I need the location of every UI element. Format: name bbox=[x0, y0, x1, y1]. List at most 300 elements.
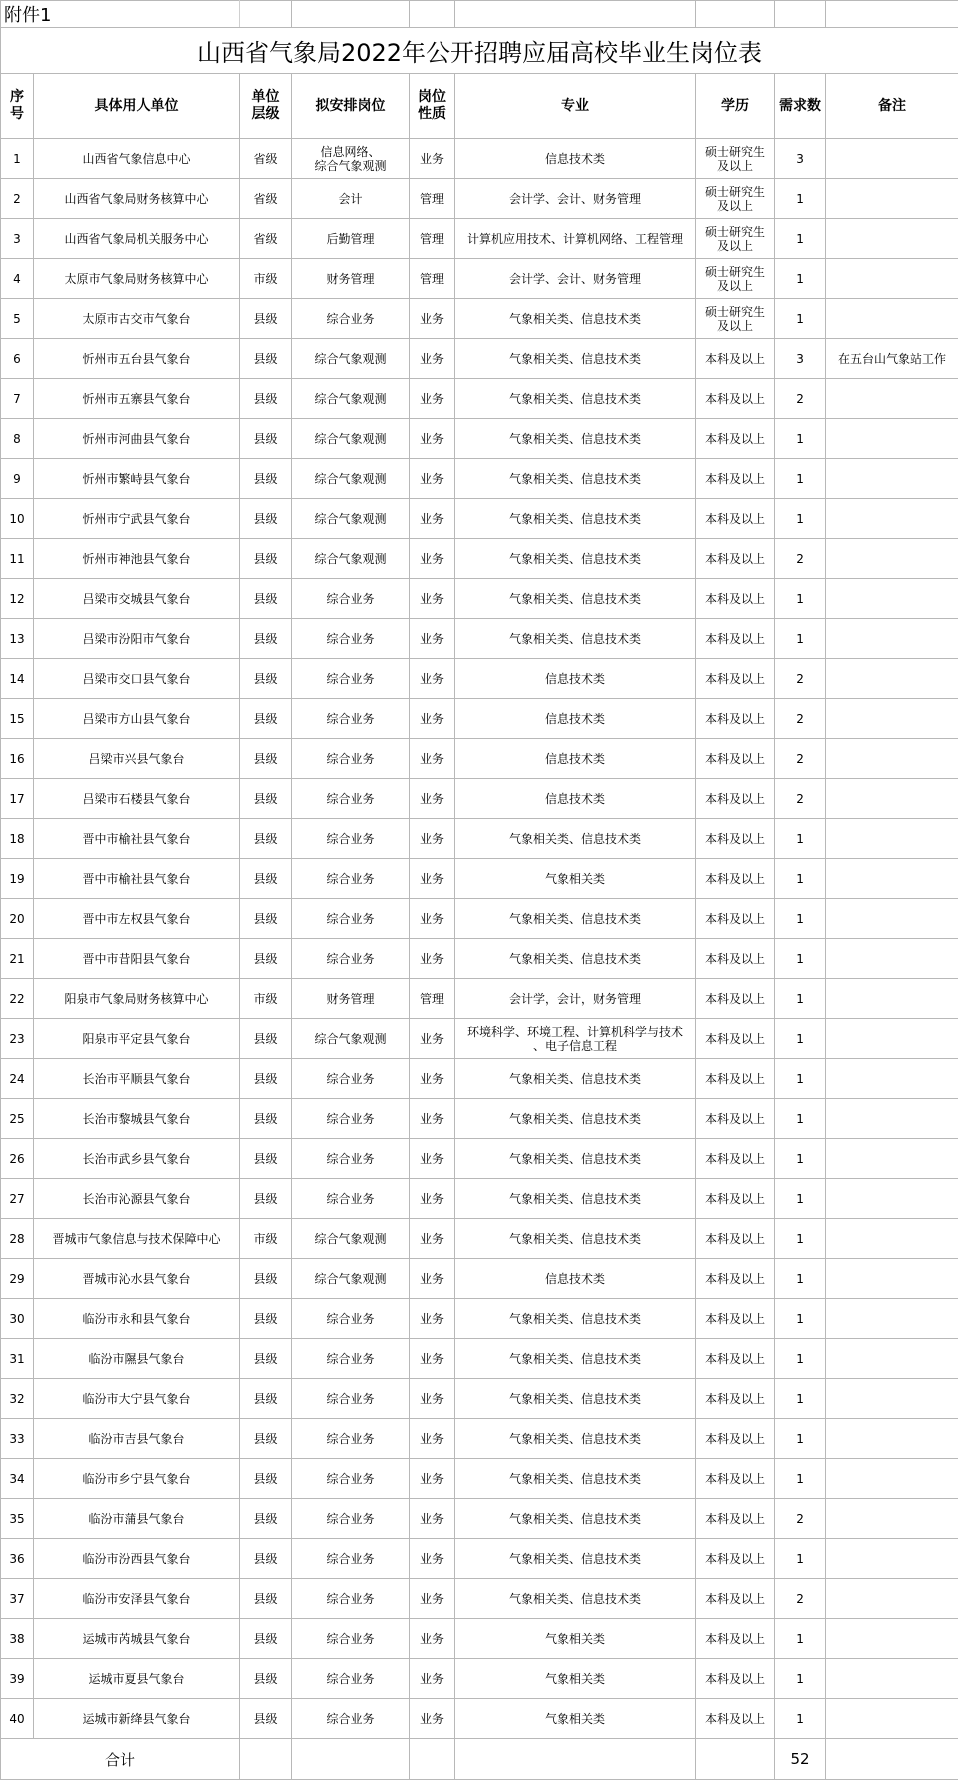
cell-demand: 1 bbox=[775, 1219, 826, 1259]
cell-nature: 业务 bbox=[410, 1499, 455, 1539]
cell-education: 本科及以上 bbox=[696, 1059, 775, 1099]
cell-demand: 1 bbox=[775, 619, 826, 659]
cell-major: 气象相关类、信息技术类 bbox=[455, 939, 696, 979]
table-row bbox=[1, 699, 958, 739]
cell-nature: 业务 bbox=[410, 1419, 455, 1459]
cell-position: 综合业务 bbox=[292, 1539, 410, 1579]
cell-unit: 吕梁市石楼县气象台 bbox=[34, 779, 240, 819]
table-row bbox=[1, 1139, 958, 1179]
cell-nature: 业务 bbox=[410, 1059, 455, 1099]
cell-position: 综合业务 bbox=[292, 1699, 410, 1739]
cell-position: 综合业务 bbox=[292, 939, 410, 979]
table-row bbox=[1, 1299, 958, 1339]
cell-unit: 临汾市永和县气象台 bbox=[34, 1299, 240, 1339]
cell-unit: 吕梁市交城县气象台 bbox=[34, 579, 240, 619]
cell-remark bbox=[826, 739, 958, 779]
cell-unit: 晋城市沁水县气象台 bbox=[34, 1259, 240, 1299]
table-row bbox=[1, 499, 958, 539]
cell-demand: 2 bbox=[775, 659, 826, 699]
cell-level: 县级 bbox=[240, 1259, 292, 1299]
cell-education: 本科及以上 bbox=[696, 1659, 775, 1699]
cell-demand: 1 bbox=[775, 299, 826, 339]
cell-unit: 运城市夏县气象台 bbox=[34, 1659, 240, 1699]
cell-demand: 2 bbox=[775, 379, 826, 419]
cell-position: 综合业务 bbox=[292, 779, 410, 819]
cell-position: 综合气象观测 bbox=[292, 459, 410, 499]
cell-unit: 吕梁市方山县气象台 bbox=[34, 699, 240, 739]
cell-position: 综合业务 bbox=[292, 1619, 410, 1659]
cell-nature: 业务 bbox=[410, 1379, 455, 1419]
cell-demand: 1 bbox=[775, 1379, 826, 1419]
cell-seq: 12 bbox=[1, 579, 34, 619]
cell-level: 县级 bbox=[240, 299, 292, 339]
cell-major: 计算机应用技术、计算机网络、工程管理 bbox=[455, 219, 696, 259]
cell-level: 县级 bbox=[240, 1699, 292, 1739]
table-row bbox=[1, 1419, 958, 1459]
cell-unit: 太原市气象局财务核算中心 bbox=[34, 259, 240, 299]
cell-remark: 在五台山气象站工作 bbox=[826, 339, 958, 379]
cell-education: 本科及以上 bbox=[696, 1579, 775, 1619]
cell-major: 气象相关类、信息技术类 bbox=[455, 459, 696, 499]
cell-level: 县级 bbox=[240, 499, 292, 539]
cell-level: 县级 bbox=[240, 1299, 292, 1339]
cell-demand: 1 bbox=[775, 219, 826, 259]
table-row bbox=[1, 739, 958, 779]
cell-major: 气象相关类 bbox=[455, 859, 696, 899]
cell-education: 本科及以上 bbox=[696, 1219, 775, 1259]
cell-demand: 2 bbox=[775, 739, 826, 779]
header-demand: 需求数 bbox=[775, 74, 826, 139]
attachment-label: 附件1 bbox=[1, 1, 240, 28]
cell-position: 综合业务 bbox=[292, 619, 410, 659]
cell-unit: 忻州市河曲县气象台 bbox=[34, 419, 240, 459]
cell-position: 后勤管理 bbox=[292, 219, 410, 259]
cell-level: 县级 bbox=[240, 859, 292, 899]
cell-seq: 23 bbox=[1, 1019, 34, 1059]
cell-demand: 3 bbox=[775, 139, 826, 179]
cell-demand: 1 bbox=[775, 1299, 826, 1339]
cell-demand: 1 bbox=[775, 859, 826, 899]
cell-position: 会计 bbox=[292, 179, 410, 219]
cell-nature: 业务 bbox=[410, 659, 455, 699]
cell-position: 综合业务 bbox=[292, 819, 410, 859]
cell-remark bbox=[826, 1459, 958, 1499]
table-row bbox=[1, 339, 958, 379]
cell-remark bbox=[826, 1099, 958, 1139]
cell-education: 本科及以上 bbox=[696, 579, 775, 619]
cell-major: 气象相关类、信息技术类 bbox=[455, 819, 696, 859]
table-row bbox=[1, 1099, 958, 1139]
cell-position: 综合业务 bbox=[292, 1379, 410, 1419]
cell-seq: 16 bbox=[1, 739, 34, 779]
cell-remark bbox=[826, 379, 958, 419]
cell-seq: 17 bbox=[1, 779, 34, 819]
cell-major: 气象相关类 bbox=[455, 1659, 696, 1699]
cell-remark bbox=[826, 179, 958, 219]
cell-nature: 业务 bbox=[410, 379, 455, 419]
table-row bbox=[1, 819, 958, 859]
cell-demand: 1 bbox=[775, 1459, 826, 1499]
header-major: 专业 bbox=[455, 74, 696, 139]
cell-remark bbox=[826, 499, 958, 539]
cell-unit: 山西省气象局机关服务中心 bbox=[34, 219, 240, 259]
table-row bbox=[1, 539, 958, 579]
cell-remark bbox=[826, 1699, 958, 1739]
table-row bbox=[1, 659, 958, 699]
cell-level: 县级 bbox=[240, 539, 292, 579]
cell-level: 县级 bbox=[240, 1019, 292, 1059]
cell-nature: 业务 bbox=[410, 1539, 455, 1579]
cell-seq: 27 bbox=[1, 1179, 34, 1219]
cell-position: 综合业务 bbox=[292, 299, 410, 339]
cell-level: 省级 bbox=[240, 219, 292, 259]
cell-seq: 37 bbox=[1, 1579, 34, 1619]
cell-education: 本科及以上 bbox=[696, 979, 775, 1019]
cell-education: 本科及以上 bbox=[696, 1299, 775, 1339]
cell-education: 本科及以上 bbox=[696, 1339, 775, 1379]
cell-remark bbox=[826, 1499, 958, 1539]
cell-demand: 1 bbox=[775, 179, 826, 219]
cell-seq: 6 bbox=[1, 339, 34, 379]
cell-major: 气象相关类、信息技术类 bbox=[455, 499, 696, 539]
cell-position: 综合业务 bbox=[292, 1299, 410, 1339]
table-row bbox=[1, 139, 958, 179]
cell-position: 综合业务 bbox=[292, 1339, 410, 1379]
cell-remark bbox=[826, 219, 958, 259]
cell-position: 综合业务 bbox=[292, 1099, 410, 1139]
cell-major: 气象相关类、信息技术类 bbox=[455, 1339, 696, 1379]
cell-education: 本科及以上 bbox=[696, 659, 775, 699]
cell-unit: 忻州市五台县气象台 bbox=[34, 339, 240, 379]
cell-major: 信息技术类 bbox=[455, 699, 696, 739]
cell-demand: 1 bbox=[775, 1619, 826, 1659]
cell-level: 县级 bbox=[240, 1619, 292, 1659]
cell-unit: 临汾市大宁县气象台 bbox=[34, 1379, 240, 1419]
cell-level: 县级 bbox=[240, 1059, 292, 1099]
cell-position: 综合业务 bbox=[292, 1419, 410, 1459]
header-row bbox=[1, 74, 958, 139]
cell-major: 会计学、会计、财务管理 bbox=[455, 259, 696, 299]
cell-major: 气象相关类、信息技术类 bbox=[455, 1379, 696, 1419]
cell-position: 综合气象观测 bbox=[292, 419, 410, 459]
cell-nature: 业务 bbox=[410, 1299, 455, 1339]
cell-seq: 21 bbox=[1, 939, 34, 979]
cell-position: 综合气象观测 bbox=[292, 1019, 410, 1059]
cell-education: 本科及以上 bbox=[696, 859, 775, 899]
cell-unit: 山西省气象信息中心 bbox=[34, 139, 240, 179]
cell-demand: 1 bbox=[775, 1259, 826, 1299]
cell-education: 硕士研究生 及以上 bbox=[696, 259, 775, 299]
cell-remark bbox=[826, 1659, 958, 1699]
cell-demand: 1 bbox=[775, 1179, 826, 1219]
cell-demand: 1 bbox=[775, 1419, 826, 1459]
cell-seq: 34 bbox=[1, 1459, 34, 1499]
cell-seq: 9 bbox=[1, 459, 34, 499]
cell-remark bbox=[826, 459, 958, 499]
cell-major: 气象相关类、信息技术类 bbox=[455, 1459, 696, 1499]
cell-education: 本科及以上 bbox=[696, 1179, 775, 1219]
cell-seq: 38 bbox=[1, 1619, 34, 1659]
page-title: 山西省气象局2022年公开招聘应届高校毕业生岗位表 bbox=[1, 28, 958, 74]
header-level: 单位 层级 bbox=[240, 74, 292, 139]
cell-seq: 28 bbox=[1, 1219, 34, 1259]
cell-education: 本科及以上 bbox=[696, 379, 775, 419]
cell-major: 气象相关类、信息技术类 bbox=[455, 1539, 696, 1579]
table-row bbox=[1, 1339, 958, 1379]
cell-level: 县级 bbox=[240, 379, 292, 419]
cell-major: 气象相关类、信息技术类 bbox=[455, 579, 696, 619]
cell-remark bbox=[826, 1339, 958, 1379]
cell-nature: 业务 bbox=[410, 619, 455, 659]
cell-nature: 业务 bbox=[410, 779, 455, 819]
table-row bbox=[1, 1259, 958, 1299]
cell-seq: 25 bbox=[1, 1099, 34, 1139]
cell-position: 综合业务 bbox=[292, 1059, 410, 1099]
cell-unit: 忻州市神池县气象台 bbox=[34, 539, 240, 579]
cell-level: 省级 bbox=[240, 139, 292, 179]
cell-seq: 3 bbox=[1, 219, 34, 259]
cell-remark bbox=[826, 619, 958, 659]
cell-nature: 业务 bbox=[410, 939, 455, 979]
cell-remark bbox=[826, 899, 958, 939]
cell-unit: 太原市古交市气象台 bbox=[34, 299, 240, 339]
cell-position: 综合业务 bbox=[292, 1179, 410, 1219]
cell-seq: 22 bbox=[1, 979, 34, 1019]
cell-level: 县级 bbox=[240, 1659, 292, 1699]
table-row bbox=[1, 419, 958, 459]
cell-level: 县级 bbox=[240, 1419, 292, 1459]
cell-seq: 20 bbox=[1, 899, 34, 939]
table-row bbox=[1, 1459, 958, 1499]
cell-nature: 业务 bbox=[410, 1459, 455, 1499]
cell-major: 气象相关类、信息技术类 bbox=[455, 1219, 696, 1259]
cell-level: 县级 bbox=[240, 459, 292, 499]
cell-seq: 18 bbox=[1, 819, 34, 859]
cell-major: 会计学，会计，财务管理 bbox=[455, 979, 696, 1019]
cell-demand: 2 bbox=[775, 1579, 826, 1619]
cell-remark bbox=[826, 1139, 958, 1179]
header-remark: 备注 bbox=[826, 74, 958, 139]
cell-major: 气象相关类、信息技术类 bbox=[455, 339, 696, 379]
cell-demand: 1 bbox=[775, 899, 826, 939]
cell-position: 财务管理 bbox=[292, 979, 410, 1019]
cell-unit: 忻州市宁武县气象台 bbox=[34, 499, 240, 539]
cell-unit: 临汾市蒲县气象台 bbox=[34, 1499, 240, 1539]
table-row bbox=[1, 1379, 958, 1419]
cell-nature: 业务 bbox=[410, 819, 455, 859]
cell-level: 县级 bbox=[240, 659, 292, 699]
cell-remark bbox=[826, 859, 958, 899]
cell-demand: 3 bbox=[775, 339, 826, 379]
cell-unit: 运城市芮城县气象台 bbox=[34, 1619, 240, 1659]
cell-remark bbox=[826, 1179, 958, 1219]
cell-nature: 管理 bbox=[410, 979, 455, 1019]
cell-seq: 11 bbox=[1, 539, 34, 579]
cell-demand: 1 bbox=[775, 1059, 826, 1099]
cell-demand: 2 bbox=[775, 699, 826, 739]
cell-demand: 2 bbox=[775, 1499, 826, 1539]
cell-unit: 晋城市气象信息与技术保障中心 bbox=[34, 1219, 240, 1259]
cell-remark bbox=[826, 299, 958, 339]
cell-seq: 14 bbox=[1, 659, 34, 699]
table-row bbox=[1, 1059, 958, 1099]
table-row bbox=[1, 1659, 958, 1699]
cell-level: 县级 bbox=[240, 419, 292, 459]
cell-education: 本科及以上 bbox=[696, 419, 775, 459]
cell-education: 本科及以上 bbox=[696, 1459, 775, 1499]
cell-nature: 业务 bbox=[410, 1179, 455, 1219]
table-row bbox=[1, 1019, 958, 1059]
cell-major: 会计学、会计、财务管理 bbox=[455, 179, 696, 219]
cell-nature: 业务 bbox=[410, 539, 455, 579]
table-row bbox=[1, 899, 958, 939]
cell-major: 气象相关类、信息技术类 bbox=[455, 1139, 696, 1179]
cell-level: 县级 bbox=[240, 579, 292, 619]
cell-remark bbox=[826, 1059, 958, 1099]
cell-seq: 1 bbox=[1, 139, 34, 179]
cell-demand: 2 bbox=[775, 539, 826, 579]
cell-nature: 业务 bbox=[410, 859, 455, 899]
cell-major: 气象相关类、信息技术类 bbox=[455, 419, 696, 459]
cell-level: 市级 bbox=[240, 979, 292, 1019]
cell-remark bbox=[826, 1299, 958, 1339]
cell-remark bbox=[826, 699, 958, 739]
header-seq: 序 号 bbox=[1, 74, 34, 139]
cell-nature: 业务 bbox=[410, 579, 455, 619]
cell-unit: 忻州市五寨县气象台 bbox=[34, 379, 240, 419]
cell-education: 本科及以上 bbox=[696, 619, 775, 659]
cell-seq: 13 bbox=[1, 619, 34, 659]
cell-nature: 业务 bbox=[410, 1139, 455, 1179]
cell-unit: 晋中市昔阳县气象台 bbox=[34, 939, 240, 979]
cell-education: 本科及以上 bbox=[696, 819, 775, 859]
cell-position: 综合业务 bbox=[292, 579, 410, 619]
cell-remark bbox=[826, 1019, 958, 1059]
cell-major: 信息技术类 bbox=[455, 659, 696, 699]
cell-nature: 业务 bbox=[410, 339, 455, 379]
cell-seq: 29 bbox=[1, 1259, 34, 1299]
header-position: 拟安排岗位 bbox=[292, 74, 410, 139]
cell-major: 气象相关类、信息技术类 bbox=[455, 1419, 696, 1459]
cell-major: 气象相关类、信息技术类 bbox=[455, 1179, 696, 1219]
cell-level: 县级 bbox=[240, 1179, 292, 1219]
cell-major: 气象相关类、信息技术类 bbox=[455, 1059, 696, 1099]
cell-education: 本科及以上 bbox=[696, 1499, 775, 1539]
cell-seq: 24 bbox=[1, 1059, 34, 1099]
title-row bbox=[1, 28, 958, 74]
cell-nature: 业务 bbox=[410, 1699, 455, 1739]
header-unit: 具体用人单位 bbox=[34, 74, 240, 139]
cell-major: 信息技术类 bbox=[455, 139, 696, 179]
cell-seq: 19 bbox=[1, 859, 34, 899]
cell-nature: 业务 bbox=[410, 299, 455, 339]
cell-nature: 业务 bbox=[410, 1619, 455, 1659]
table-row bbox=[1, 859, 958, 899]
cell-education: 本科及以上 bbox=[696, 1619, 775, 1659]
cell-demand: 1 bbox=[775, 1339, 826, 1379]
cell-major: 气象相关类、信息技术类 bbox=[455, 379, 696, 419]
cell-demand: 1 bbox=[775, 579, 826, 619]
cell-seq: 5 bbox=[1, 299, 34, 339]
cell-level: 县级 bbox=[240, 899, 292, 939]
cell-remark bbox=[826, 139, 958, 179]
cell-position: 综合气象观测 bbox=[292, 499, 410, 539]
cell-major: 气象相关类、信息技术类 bbox=[455, 539, 696, 579]
table-row bbox=[1, 579, 958, 619]
cell-nature: 业务 bbox=[410, 1339, 455, 1379]
cell-demand: 1 bbox=[775, 1099, 826, 1139]
cell-major: 气象相关类、信息技术类 bbox=[455, 899, 696, 939]
cell-nature: 业务 bbox=[410, 1099, 455, 1139]
cell-demand: 1 bbox=[775, 819, 826, 859]
cell-level: 县级 bbox=[240, 939, 292, 979]
cell-unit: 晋中市左权县气象台 bbox=[34, 899, 240, 939]
cell-nature: 管理 bbox=[410, 259, 455, 299]
cell-seq: 7 bbox=[1, 379, 34, 419]
cell-unit: 吕梁市交口县气象台 bbox=[34, 659, 240, 699]
cell-education: 本科及以上 bbox=[696, 499, 775, 539]
table-row bbox=[1, 779, 958, 819]
cell-level: 省级 bbox=[240, 179, 292, 219]
cell-remark bbox=[826, 1219, 958, 1259]
cell-position: 综合气象观测 bbox=[292, 1219, 410, 1259]
cell-level: 县级 bbox=[240, 1579, 292, 1619]
cell-education: 硕士研究生 及以上 bbox=[696, 139, 775, 179]
cell-education: 本科及以上 bbox=[696, 1699, 775, 1739]
cell-unit: 阳泉市平定县气象台 bbox=[34, 1019, 240, 1059]
cell-major: 气象相关类、信息技术类 bbox=[455, 1499, 696, 1539]
attachment-row bbox=[1, 1, 958, 28]
cell-major: 信息技术类 bbox=[455, 1259, 696, 1299]
cell-position: 综合业务 bbox=[292, 699, 410, 739]
cell-remark bbox=[826, 779, 958, 819]
cell-position: 综合业务 bbox=[292, 659, 410, 699]
cell-level: 县级 bbox=[240, 1539, 292, 1579]
cell-unit: 忻州市繁峙县气象台 bbox=[34, 459, 240, 499]
cell-level: 县级 bbox=[240, 339, 292, 379]
table-row bbox=[1, 1219, 958, 1259]
cell-position: 综合气象观测 bbox=[292, 339, 410, 379]
cell-unit: 运城市新绛县气象台 bbox=[34, 1699, 240, 1739]
cell-position: 综合业务 bbox=[292, 739, 410, 779]
cell-education: 本科及以上 bbox=[696, 939, 775, 979]
cell-position: 综合业务 bbox=[292, 899, 410, 939]
cell-education: 硕士研究生 及以上 bbox=[696, 299, 775, 339]
cell-seq: 40 bbox=[1, 1699, 34, 1739]
cell-position: 综合业务 bbox=[292, 1579, 410, 1619]
cell-remark bbox=[826, 419, 958, 459]
cell-seq: 4 bbox=[1, 259, 34, 299]
table-row bbox=[1, 1619, 958, 1659]
cell-demand: 2 bbox=[775, 779, 826, 819]
cell-education: 本科及以上 bbox=[696, 1139, 775, 1179]
cell-nature: 业务 bbox=[410, 139, 455, 179]
cell-position: 财务管理 bbox=[292, 259, 410, 299]
cell-major: 气象相关类 bbox=[455, 1619, 696, 1659]
total-label: 合计 bbox=[1, 1739, 240, 1780]
table-row bbox=[1, 1499, 958, 1539]
cell-remark bbox=[826, 539, 958, 579]
cell-unit: 临汾市乡宁县气象台 bbox=[34, 1459, 240, 1499]
cell-seq: 10 bbox=[1, 499, 34, 539]
table-row bbox=[1, 619, 958, 659]
cell-nature: 业务 bbox=[410, 1659, 455, 1699]
cell-seq: 31 bbox=[1, 1339, 34, 1379]
cell-education: 本科及以上 bbox=[696, 459, 775, 499]
cell-level: 市级 bbox=[240, 1219, 292, 1259]
table-row bbox=[1, 179, 958, 219]
cell-seq: 2 bbox=[1, 179, 34, 219]
